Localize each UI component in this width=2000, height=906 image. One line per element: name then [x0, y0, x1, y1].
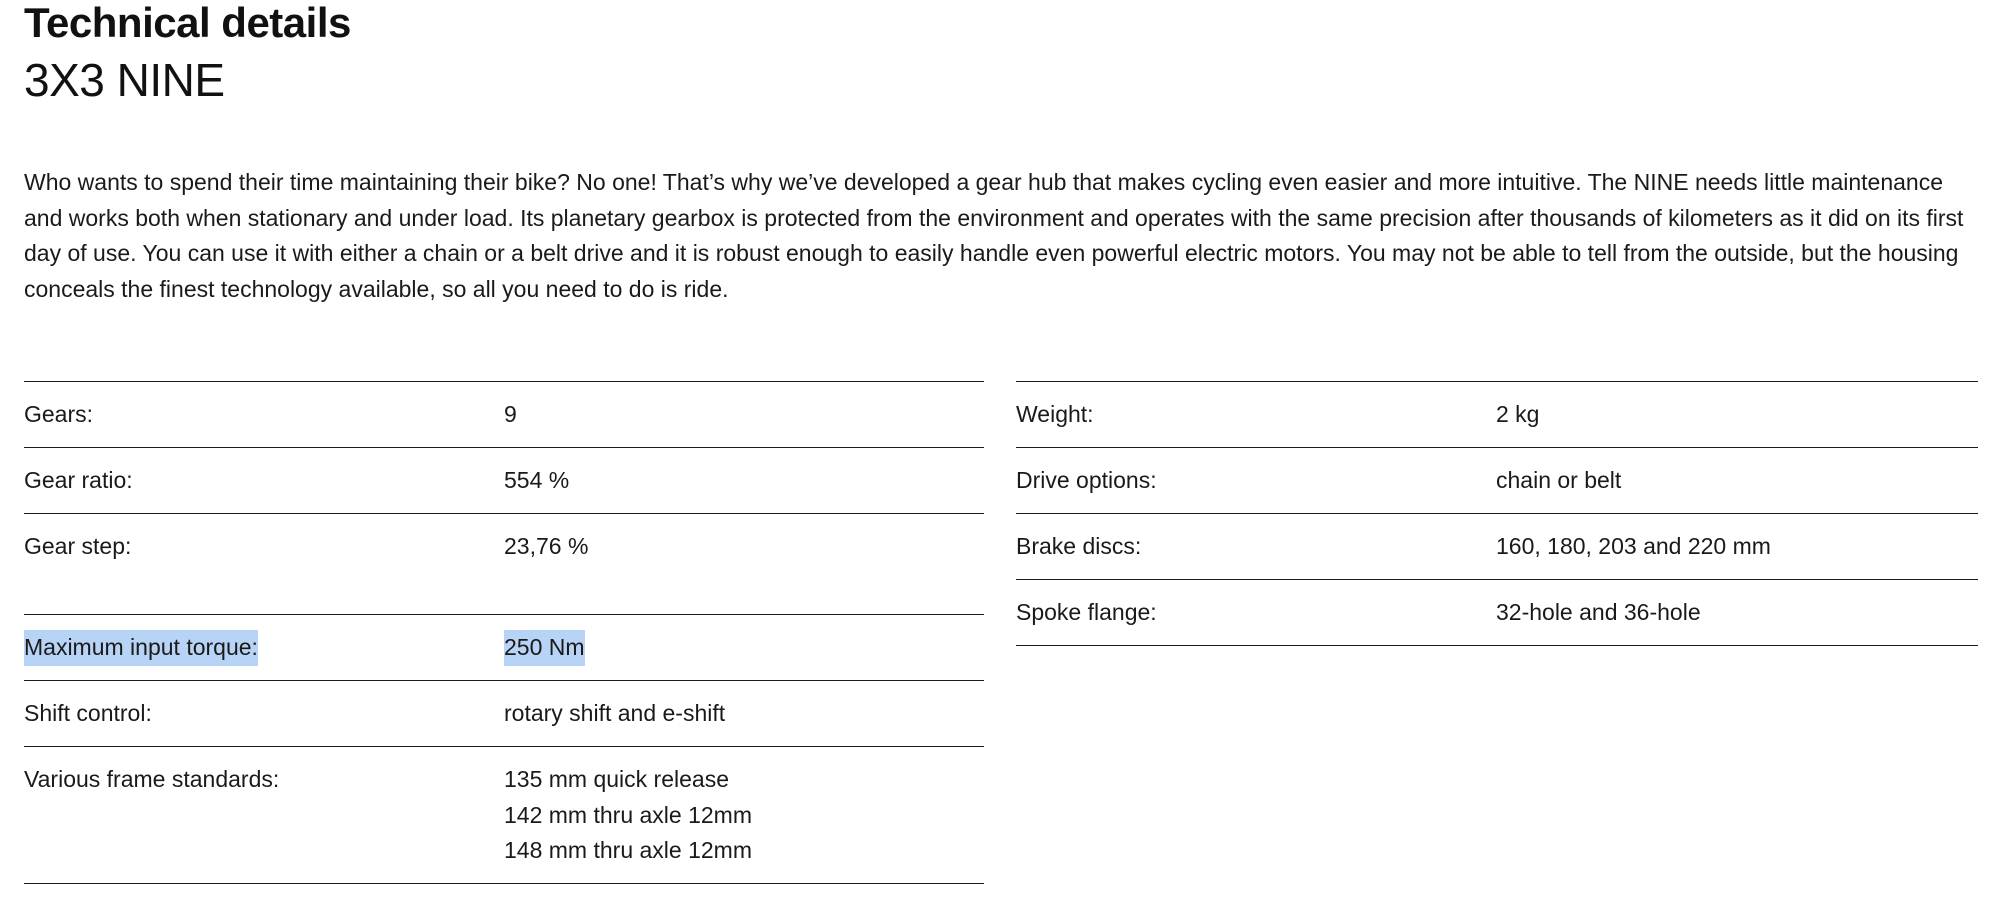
spec-label: Various frame standards: [24, 766, 280, 792]
spec-label: Gear step: [24, 533, 132, 559]
spec-label: Maximum input torque: [24, 630, 258, 666]
spec-value: 135 mm quick release [504, 766, 729, 792]
spec-row-shift-control [24, 681, 984, 747]
technical-details-section [24, 0, 1980, 863]
spec-row-max-input-torque [24, 615, 984, 681]
spec-value: 23,76 % [504, 533, 589, 559]
spec-label: Gear ratio: [24, 467, 133, 493]
spec-value: 32-hole and 36-hole [1496, 599, 1701, 625]
spec-label: Weight: [1016, 401, 1094, 427]
spec-row-weight [1016, 382, 1978, 448]
spec-value: 250 Nm [504, 630, 585, 666]
spec-row-brake-discs [1016, 514, 1978, 580]
spec-row-gear-ratio [24, 448, 984, 514]
spec-row-spoke-flange [1016, 580, 1978, 646]
spec-column-left [24, 381, 984, 884]
spec-value-list [504, 762, 752, 869]
spec-value: 9 [504, 401, 517, 427]
spec-value: 160, 180, 203 and 220 mm [1496, 533, 1771, 559]
spec-column-right [1016, 381, 1978, 646]
spec-value: 2 kg [1496, 401, 1540, 427]
spec-label: Spoke flange: [1016, 599, 1157, 625]
spec-value: 142 mm thru axle 12mm [504, 801, 752, 828]
spec-row-drive-options [1016, 448, 1978, 514]
page-title: Technical details [24, 0, 351, 46]
spec-label: Drive options: [1016, 467, 1157, 493]
product-name: 3X3 NINE [24, 54, 225, 106]
spec-label: Brake discs: [1016, 533, 1142, 559]
spec-row-gears [24, 382, 984, 448]
spec-label: Shift control: [24, 700, 152, 726]
spec-row-frame-standards [24, 747, 984, 884]
intro-paragraph: Who wants to spend their time maintaining their bike? No one! That’s why we’ve developed a gear hub that makes cycling even easier and more intuitive. The NINE needs little maintenance and works both when stationary and under load. Its planetary gearbox is protected from the environment and operates with the same precision after thousands of kilometers as it did on its first day of use. You can use it with either a chain or a belt drive and it is robust enough to easily handle even powerful electric motors. You may not be able to tell from the outside, but the housing conceals the finest technology available, so all you need to do is ride. [24, 169, 1964, 302]
spec-value: 554 % [504, 467, 570, 493]
spec-row-gear-step [24, 514, 984, 615]
spec-value: 148 mm thru axle 12mm [504, 837, 752, 863]
spec-value: chain or belt [1496, 467, 1622, 493]
spec-value: rotary shift and e-shift [504, 700, 726, 726]
spec-label: Gears: [24, 401, 94, 427]
